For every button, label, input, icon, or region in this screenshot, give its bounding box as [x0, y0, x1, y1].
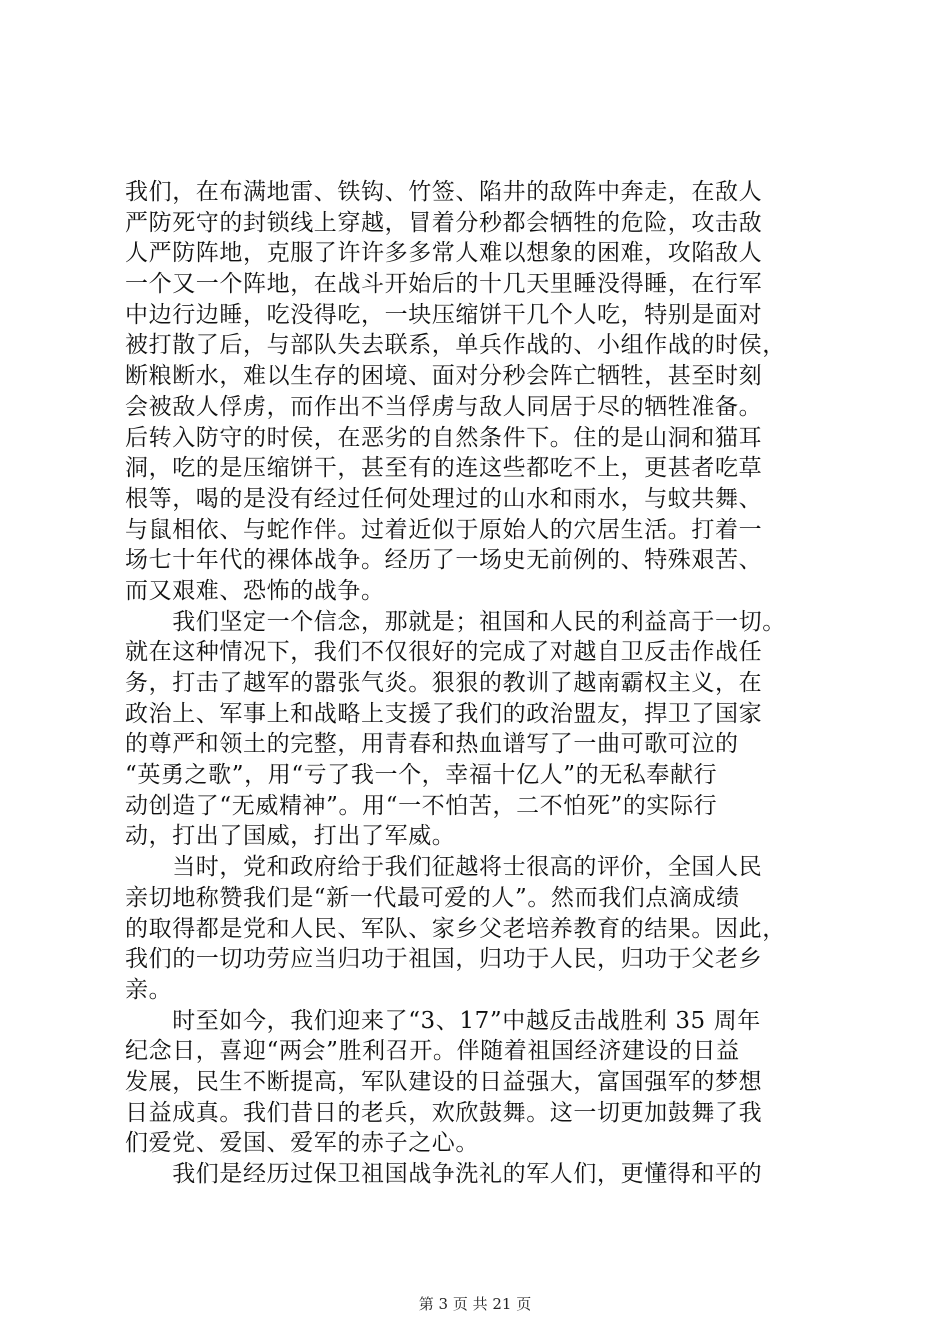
text-line: 务，打击了越军的嚣张气炎。狠狠的教训了越南霸权主义，在	[125, 670, 763, 696]
text-line: 日益成真。我们昔日的老兵，欢欣鼓舞。这一切更加鼓舞了我	[125, 1099, 763, 1126]
text-line: 动，打出了国威，打出了军威。	[125, 823, 456, 850]
text-line: 后转入防守的时侯，在恶劣的自然条件下。住的是山洞和猫耳	[125, 424, 763, 451]
text-line: 断粮断水，难以生存的困境、面对分秒会阵亡牺牲，甚至时刻	[125, 363, 763, 390]
text-line: 与鼠相依、与蛇作伴。过着近似于原始人的穴居生活。打着一	[125, 516, 763, 543]
text-line: 动创造了“无威精神”。用“一不怕苦，二不怕死”的实际行	[125, 792, 718, 819]
text-line: 被打散了后，与部队失去联系，单兵作战的、小组作战的时侯，	[125, 332, 786, 359]
text-line: 亲切地称赞我们是“新一代最可爱的人”。然而我们点滴成绩	[125, 884, 740, 911]
text-line: “英勇之歌”，用“亏了我一个，幸福十亿人”的无私奉献行	[125, 762, 718, 789]
text-line: 我们，在布满地雷、铁钩、竹签、陷井的敌阵中奔走，在敌人	[125, 179, 763, 205]
text-line: 中边行边睡，吃没得吃，一块压缩饼干几个人吃，特别是面对	[125, 301, 763, 328]
text-line: 当时，党和政府给于我们征越将士很高的评价，全国人民	[125, 854, 763, 881]
text-line: 时至如今，我们迎来了“3、17”中越反击战胜利 35 周年	[125, 1007, 761, 1034]
text-line: 一个又一个阵地，在战斗开始后的十几天里睡没得睡，在行军	[125, 271, 763, 298]
text-line: 纪念日，喜迎“两会”胜利召开。伴随着祖国经济建设的日益	[125, 1038, 740, 1065]
text-line: 亲。	[125, 976, 173, 1003]
page-number-footer: 第 3 页 共 21 页	[418, 1295, 532, 1313]
text-line: 而又艰难、恐怖的战争。	[125, 577, 385, 604]
text-line: 根等，喝的是没有经过任何处理过的山水和雨水，与蚊共舞、	[125, 485, 763, 512]
text-line: 们爱党、爱国、爱军的赤子之心。	[125, 1130, 479, 1157]
text-line: 场七十年代的裸体战争。经历了一场史无前例的、特殊艰苦、	[125, 547, 763, 574]
text-line: 洞，吃的是压缩饼干，甚至有的连这些都吃不上，更甚者吃草	[125, 455, 763, 482]
text-line: 的尊严和领土的完整，用青春和热血谱写了一曲可歌可泣的	[125, 731, 739, 758]
text-line: 会被敌人俘虏，而作出不当俘虏与敌人同居于尽的牺牲准备。	[125, 393, 763, 420]
text-line: 我们的一切功劳应当归功于祖国，归功于人民，归功于父老乡	[125, 946, 763, 973]
text-line: 我们是经历过保卫祖国战争洗礼的军人们，更懂得和平的	[125, 1161, 763, 1187]
text-line: 我们坚定一个信念，那就是；祖国和人民的利益高于一切。	[125, 608, 786, 635]
text-line: 严防死守的封锁线上穿越，冒着分秒都会牺牲的危险，攻击敌	[125, 209, 763, 236]
text-line: 的取得都是党和人民、军队、家乡父老培养教育的结果。因此，	[125, 915, 786, 942]
text-line: 就在这种情况下，我们不仅很好的完成了对越自卫反击作战任	[125, 639, 763, 666]
text-line: 政治上、军事上和战略上支援了我们的政治盟友，捍卫了国家	[125, 700, 763, 727]
text-line: 发展，民生不断提高，军队建设的日益强大，富国强军的梦想	[125, 1068, 763, 1095]
text-line: 人严防阵地，克服了许许多多常人难以想象的困难，攻陷敌人	[125, 240, 763, 267]
body-text	[125, 177, 830, 1190]
